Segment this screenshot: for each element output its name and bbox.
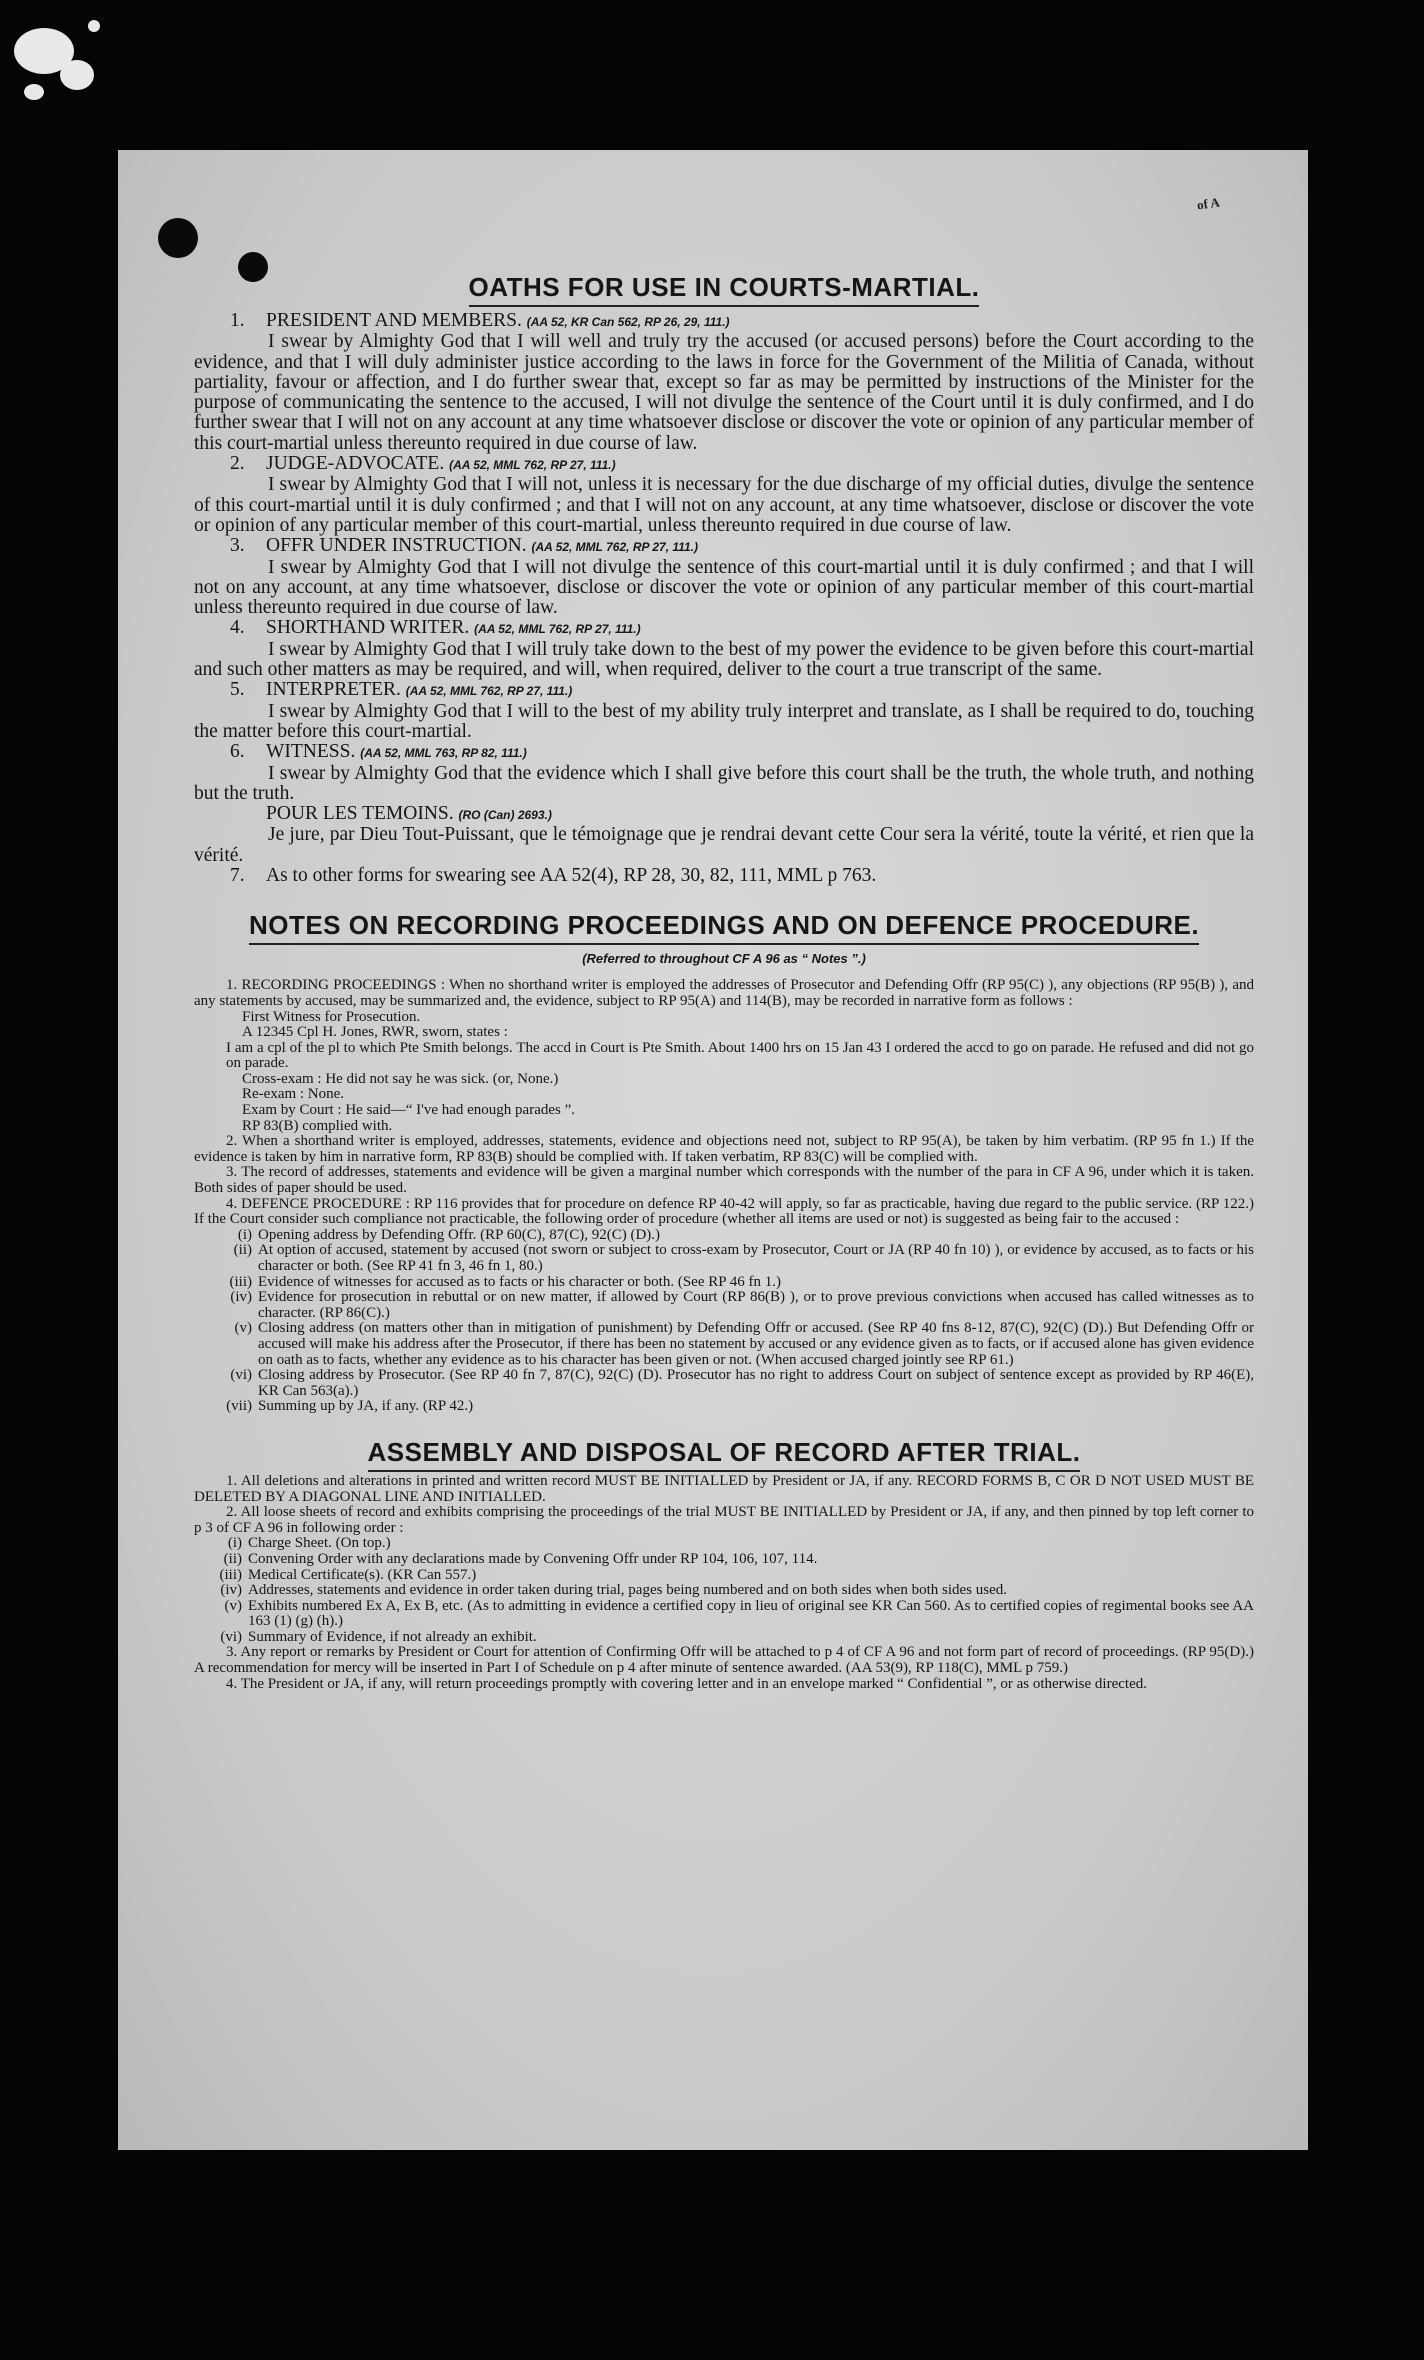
oath-heading-text: OFFR UNDER INSTRUCTION. bbox=[266, 535, 527, 557]
assembly-paragraph-2: 2. All loose sheets of record and exhibits comprising the proceedings of the trial MUST BE INITIALLED by President or JA, if any, and then pinned by top left corner to p 3 of CF A 96 in following order : bbox=[194, 1504, 1254, 1536]
oath-number: 2. bbox=[230, 453, 245, 475]
assembly-section bbox=[194, 1474, 1254, 1692]
example-line: First Witness for Prosecution. bbox=[242, 1008, 421, 1025]
oath-text: I swear by Almighty God that the evidence which I shall give before this court shall be the truth, the whole truth, and nothing but the truth. bbox=[194, 762, 1254, 804]
example-line: A 12345 Cpl H. Jones, RWR, sworn, states : bbox=[242, 1024, 508, 1041]
oath-heading-text: POUR LES TEMOINS. bbox=[266, 803, 454, 825]
oath-item bbox=[194, 454, 1254, 536]
oath-heading bbox=[194, 680, 1254, 701]
list-numeral: (iv) bbox=[220, 1582, 242, 1599]
list-numeral: (vii) bbox=[226, 1398, 252, 1415]
oath-heading bbox=[194, 536, 1254, 557]
notes-paragraph-1: 1. RECORDING PROCEEDINGS : When no shorthand writer is employed the addresses of Prosecutor and Defending Offr (RP 95(C) ), any objections (RP 95(B) ), and any statements by accused, may be summarized and, the evidence, subject to RP 95(A) and 114(B), may be recorded in narrative form as follows : bbox=[194, 977, 1254, 1009]
oath-text: Je jure, par Dieu Tout-Puissant, que le témoignage que je rendrai devant cette Cour sera la vérité, toute la vérité, et rien que la vérité. bbox=[194, 824, 1254, 866]
notes-paragraph-4: 4. DEFENCE PROCEDURE : RP 116 provides that for procedure on defence RP 40-42 will apply, so far as practicable, having due regard to the public service. (RP 122.) If the Court consider such compliance not practicable, the following order of procedure (whether all items are used or not) is suggested as being fair to the accused : bbox=[194, 1195, 1254, 1228]
oaths-title: OATHS FOR USE IN COURTS-MARTIAL. bbox=[194, 272, 1254, 303]
oath-reference: (RO (Can) 2693.) bbox=[458, 808, 552, 823]
list-text: Closing address by Prosecutor. (See RP 40 fn 7, 87(C), 92(C) (D). Prosecutor has no right to address Court on subject of sentence except as provided by RP 46(E), KR Can 563(a).) bbox=[258, 1367, 1254, 1399]
list-item bbox=[194, 1583, 1254, 1599]
list-numeral: (vi) bbox=[230, 1367, 252, 1384]
notes-subtitle: (Referred to throughout CF A 96 as “ Notes ”.) bbox=[582, 951, 866, 967]
oath-item bbox=[194, 680, 1254, 742]
oath-number: 5. bbox=[230, 679, 245, 701]
oath-reference: (AA 52, MML 762, RP 27, 111.) bbox=[449, 458, 616, 473]
list-item bbox=[194, 1275, 1254, 1291]
list-text: Evidence for prosecution in rebuttal or on new matter, if allowed by Court (RP 86(B) ), or to prove previous convictions when accused has called witnesses as to character. (RP 86(C).) bbox=[258, 1289, 1254, 1321]
notes-title: NOTES ON RECORDING PROCEEDINGS AND ON DEFENCE PROCEDURE. bbox=[194, 910, 1254, 941]
assembly-paragraph-4: 4. The President or JA, if any, will return proceedings promptly with covering letter and in an envelope marked “ Confidential ”, or as otherwise directed. bbox=[226, 1675, 1147, 1692]
corner-mark: of A bbox=[1196, 194, 1221, 213]
oath-text: I swear by Almighty God that I will to the best of my ability truly interpret and translate, as I shall be required to do, touching the matter before this court-martial. bbox=[194, 700, 1254, 742]
list-text: Summary of Evidence, if not already an exhibit. bbox=[248, 1628, 537, 1645]
list-text: Evidence of witnesses for accused as to facts or his character or both. (See RP 46 fn 1.) bbox=[258, 1273, 782, 1290]
oath-text: I swear by Almighty God that I will truly take down to the best of my power the evidence to be given before this court-martial and such other matters as may be required, and will, when required, deliver to the court a true transcript of the same. bbox=[194, 638, 1254, 681]
list-numeral: (i) bbox=[237, 1226, 252, 1243]
notes-paragraph-3: 3. The record of addresses, statements and evidence will be given a marginal number which corresponds with the number of the para in CF A 96, under which it is taken. Both sides of paper should be used. bbox=[194, 1164, 1254, 1197]
oath-number: 3. bbox=[230, 535, 245, 557]
example-line: Exam by Court : He said—“ I've had enough parades ”. bbox=[242, 1102, 576, 1119]
list-text: Summing up by JA, if any. (RP 42.) bbox=[258, 1398, 474, 1415]
list-numeral: (iv) bbox=[230, 1289, 252, 1306]
oath-number: 7. bbox=[230, 865, 245, 887]
oath-heading-text: INTERPRETER. bbox=[266, 679, 401, 701]
notes-section bbox=[194, 978, 1254, 1415]
oath-item-7 bbox=[194, 866, 1254, 886]
punch-hole bbox=[158, 218, 198, 258]
list-item bbox=[194, 1290, 1254, 1321]
oath-heading-text: As to other forms for swearing see AA 52(4), RP 28, 30, 82, 111, MML p 763. bbox=[266, 865, 877, 887]
list-text: Charge Sheet. (On top.) bbox=[248, 1535, 391, 1552]
example-line: Cross-exam : He did not say he was sick. (or, None.) bbox=[242, 1070, 559, 1087]
oath-reference: (AA 52, MML 763, RP 82, 111.) bbox=[360, 746, 527, 761]
oath-heading bbox=[194, 454, 1254, 475]
film-speck bbox=[60, 60, 94, 90]
oath-reference: (AA 52, MML 762, RP 27, 111.) bbox=[531, 540, 698, 555]
list-item bbox=[194, 1243, 1254, 1274]
list-item bbox=[194, 1552, 1254, 1568]
list-item bbox=[194, 1321, 1254, 1368]
oath-number: 1. bbox=[230, 310, 245, 331]
list-item bbox=[194, 1599, 1254, 1630]
list-text: At option of accused, statement by accused (not sworn or subject to cross-exam by Prosecutor, Court or JA (RP 40 fn 10) ), or evidence by accused, as to facts or his character or both. (See RP 41 fn 3, 46 fn 1, 80.) bbox=[258, 1242, 1254, 1274]
list-item bbox=[194, 1228, 1254, 1244]
assembly-paragraph-3: 3. Any report or remarks by President or Court for attention of Confirming Offr will be attached to p 4 of CF A 96 and not form part of record of proceedings. (RP 95(D).) A recommendation for mercy will be inserted in Part I of Schedule on p 4 after minute of sentence awarded. (AA 53(9), RP 118(C), MML p 759.) bbox=[194, 1644, 1254, 1677]
oath-reference: (AA 52, MML 762, RP 27, 111.) bbox=[405, 684, 573, 699]
oath-heading-text: SHORTHAND WRITER. bbox=[266, 617, 470, 639]
oaths-list bbox=[194, 311, 1254, 886]
oath-item bbox=[194, 618, 1254, 680]
list-numeral: (iii) bbox=[229, 1273, 252, 1290]
list-text: Opening address by Defending Offr. (RP 60(C), 87(C), 92(C) (D).) bbox=[258, 1226, 661, 1243]
list-item bbox=[194, 1368, 1254, 1399]
narrative-example bbox=[194, 1010, 1254, 1135]
oath-item bbox=[194, 742, 1254, 804]
oath-heading bbox=[194, 804, 1254, 825]
oath-heading bbox=[194, 866, 1254, 886]
oath-text: I swear by Almighty God that I will not, unless it is necessary for the due discharge of my official duties, divulge the sentence of this court-martial until it is duly confirmed ; and that I will not on any account, at any time whatsoever, disclose or discover the vote or opinion of any particular member of this court-martial, unless thereunto required in due course of law. bbox=[194, 474, 1254, 536]
list-item bbox=[194, 1568, 1254, 1584]
list-numeral: (i) bbox=[227, 1535, 242, 1552]
film-speck bbox=[88, 20, 100, 32]
list-text: Closing address (on matters other than in mitigation of punishment) by Defending Offr or accused. (See RP 40 fns 8-12, 87(C), 92(C) (D).) But Defending Offr or accused will make his address after the Prosecutor, if there has been no statement by accused or any evidence given as to facts, or if accused alone has given evidence on oath as to facts, whether any evidence as to his character has been given or not. (When accused charged jointly see RP 61.) bbox=[258, 1320, 1254, 1368]
record-order-list bbox=[194, 1536, 1254, 1645]
list-numeral: (iii) bbox=[219, 1566, 242, 1583]
oath-text: I swear by Almighty God that I will well and truly try the accused (or accused persons) before the Court according to the evidence, and that I will duly administer justice according to the laws in force for the Government of the Militia of Canada, without partiality, favour or affection, and I do further swear that, except so far as may be permitted by instructions of the Minister for the purpose of communicating the sentence to the accused, I will not divulge the sentence of the Court until it is duly confirmed, and I do further swear that I will not on any account at any time whatsoever disclose or discover the vote or opinion of any particular member of this court-martial unless thereunto required in due course of law. bbox=[194, 331, 1254, 454]
example-line: I am a cpl of the pl to which Pte Smith belongs. The accd in Court is Pte Smith. About 1400 hrs on 15 Jan 43 I ordered the accd to go on parade. He refused and did not go on parade. bbox=[226, 1039, 1254, 1072]
list-numeral: (v) bbox=[234, 1320, 252, 1337]
list-numeral: (v) bbox=[224, 1597, 242, 1614]
oath-heading-text: PRESIDENT AND MEMBERS. bbox=[266, 310, 522, 331]
notes-paragraph-2: 2. When a shorthand writer is employed, addresses, statements, evidence and objections need not, subject to RP 95(A), be taken by him verbatim. (RP 95 fn 1.) If the evidence is taken by him in narrative form, RP 83(B) should be complied with. If taken verbatim, RP 83(C) will be complied with. bbox=[194, 1133, 1254, 1165]
oath-number: 6. bbox=[230, 741, 245, 763]
list-text: Exhibits numbered Ex A, Ex B, etc. (As to admitting in evidence a certified copy in lieu of original see KR Can 560. As to certified copies of regimental books see AA 163 (1) (g) (h).) bbox=[248, 1597, 1254, 1630]
oath-heading bbox=[194, 311, 1254, 332]
oath-item bbox=[194, 311, 1254, 454]
assembly-paragraph-1: 1. All deletions and alterations in printed and written record MUST BE INITIALLED by President or JA, if any. RECORD FORMS B, C OR D NOT USED MUST BE DELETED BY A DIAGONAL LINE AND INITIALLED. bbox=[194, 1472, 1254, 1505]
oath-item bbox=[194, 536, 1254, 618]
defence-order-list bbox=[194, 1228, 1254, 1415]
oath-number: 4. bbox=[230, 617, 245, 639]
oath-text: I swear by Almighty God that I will not divulge the sentence of this court-martial until it is duly confirmed ; and that I will not on any account, at any time whatsoever, disclose or discover the vote or opinion of any particular member of this court-martial unless thereunto required in due course of law. bbox=[194, 556, 1254, 619]
list-text: Medical Certificate(s). (KR Can 557.) bbox=[248, 1566, 477, 1583]
example-line: Re-exam : None. bbox=[242, 1086, 345, 1103]
oath-heading-text: WITNESS. bbox=[266, 741, 356, 763]
list-text: Convening Order with any declarations made by Convening Offr under RP 104, 106, 107, 114. bbox=[248, 1550, 818, 1567]
oath-reference: (AA 52, KR Can 562, RP 26, 29, 111.) bbox=[526, 315, 730, 329]
list-item bbox=[194, 1536, 1254, 1552]
list-item bbox=[194, 1630, 1254, 1646]
list-item bbox=[194, 1399, 1254, 1415]
film-speck bbox=[24, 84, 44, 100]
page-content bbox=[194, 272, 1254, 1692]
oath-reference: (AA 52, MML 762, RP 27, 111.) bbox=[474, 622, 641, 637]
list-numeral: (ii) bbox=[223, 1550, 242, 1567]
example-line: RP 83(B) complied with. bbox=[242, 1117, 393, 1134]
oath-heading bbox=[194, 742, 1254, 763]
oath-item-temoins bbox=[194, 804, 1254, 866]
list-numeral: (ii) bbox=[233, 1242, 252, 1259]
document-page bbox=[118, 150, 1308, 2150]
list-numeral: (vi) bbox=[220, 1628, 242, 1645]
list-text: Addresses, statements and evidence in order taken during trial, pages being numbered and on both sides when both sides used. bbox=[248, 1582, 1007, 1599]
oath-heading bbox=[194, 618, 1254, 639]
oath-heading-text: JUDGE-ADVOCATE. bbox=[266, 453, 445, 475]
assembly-title: ASSEMBLY AND DISPOSAL OF RECORD AFTER TRIAL. bbox=[194, 1437, 1254, 1468]
